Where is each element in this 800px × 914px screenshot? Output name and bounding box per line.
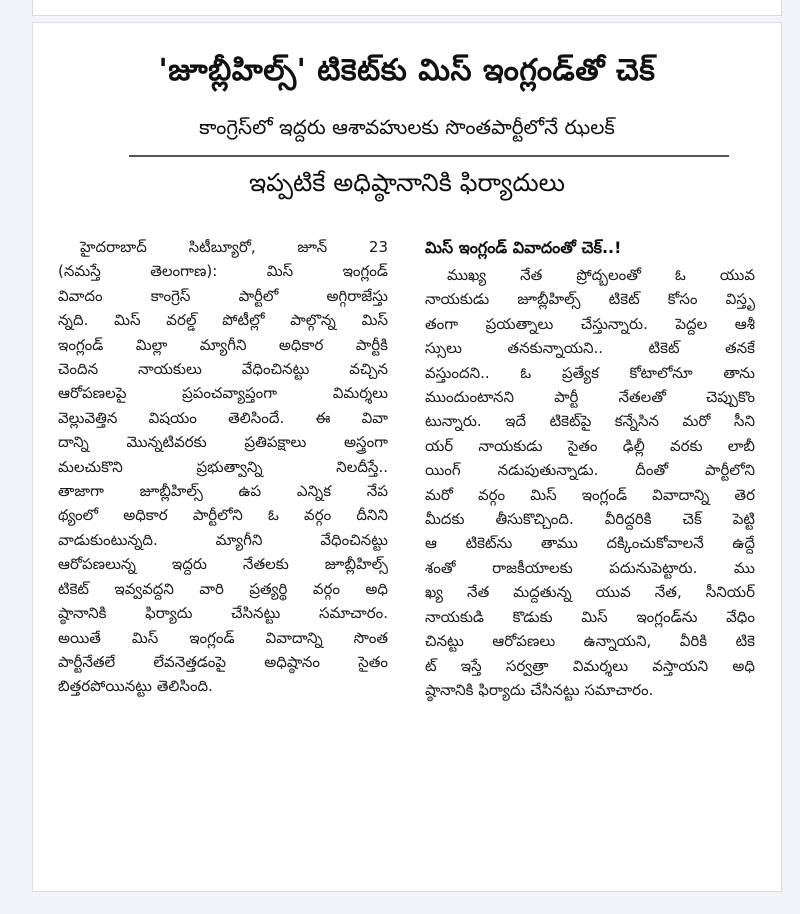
text-line: చినట్టు ఆరోపణలు ఉన్నాయని, వీరికి టికె: [425, 632, 755, 651]
text-line: టికెట్ ఇవ్వవద్దని వారి ప్రత్యర్థి వర్గం అధి: [58, 579, 388, 598]
text-line: యర్ నాయకుడు సైతం ఢిల్లీ వరకు లాబీ: [425, 436, 755, 455]
right-column-heading: మిస్ ఇంగ్లండ్ వివాదంతో చెక్..!: [425, 238, 622, 257]
left-column: [58, 235, 388, 699]
text-line: ఖ్య నేత మద్దతున్న యువ నేత, సీనియర్: [425, 583, 755, 602]
subheadline: కాంగ్రెస్‌లో ఇద్దరు ఆశావహులకు సొంతపార్టీలోనే ఝలక్: [199, 115, 615, 139]
right-column-body: [425, 263, 755, 702]
text-line: థ్యంలో అధికార పార్టీలోని ఓ వర్గం దీనిని: [58, 506, 388, 525]
text-line: మరో వర్గం మిస్ ఇంగ్లండ్ వివాదాన్ని తెర: [425, 485, 755, 504]
text-line: మీదకు తీసుకొచ్చింది. వీరిద్దరికి చెక్ పెట్టి: [425, 510, 755, 529]
text-line: నాయకుడు జూబ్లీహిల్స్ టికెట్ కోసం విస్తృ: [425, 290, 755, 309]
text-line: టున్నారు. ఇదే టికెట్‌పై కన్నేసిన మరో సీని: [425, 412, 755, 431]
text-line: ఆరోపణలున్న ఇద్దరు నేతలకు జూబ్లీహిల్స్: [58, 555, 388, 574]
text-line: ఆరోపణలపై ప్రపంచవ్యాప్తంగా విమర్శలు: [58, 384, 388, 403]
text-line: వాడుకుంటున్నది. మ్యాగీని వేధించినట్టు: [58, 530, 388, 549]
text-line: ష్ఠానానికి ఫిర్యాదు చేసినట్టు సమాచారం.: [425, 680, 654, 699]
divider: [129, 155, 729, 157]
kicker: ఇప్పటికే అధిష్ఠానానికి ఫిర్యాదులు: [248, 168, 566, 197]
text-line: అయితే మిస్ ఇంగ్లండ్ వివాదాన్ని సొంత: [58, 628, 388, 647]
text-line: ముందుంటానని పార్టీ నేతలతో చెప్పుకొం: [425, 388, 755, 407]
text-line: మలచుకొని ప్రభుత్వాన్ని నిలదీస్తే..: [58, 457, 388, 476]
text-line: ష్ఠానానికి ఫిర్యాదు చేసినట్టు సమాచారం.: [58, 604, 388, 623]
text-line: పార్టీనేతలే లేవనెత్తడంపై అధిష్ఠానం సైతం: [58, 652, 388, 671]
text-line: శంతో రాజకీయాలకు పదునుపెట్టారు. ము: [425, 558, 755, 577]
text-line: ఆ టికెట్‌ను తాము దక్కించుకోవాలనే ఉద్దే: [425, 534, 755, 553]
text-line: యింగ్ నడుపుతున్నాడు. దీంతో పార్టీలోని: [425, 461, 755, 480]
text-line: నాయకుడి కొడుకు మిస్ ఇంగ్లండ్‌ను వేధిం: [425, 607, 755, 626]
text-line: ముఖ్య నేత ప్రోద్బలంతో ఓ యువ: [447, 266, 755, 284]
text-line: దాన్ని మొన్నటివరకు ప్రతిపక్షాలు అస్త్రంగా: [58, 433, 388, 452]
right-column: [425, 235, 755, 702]
text-line: వివాదం కాంగ్రెస్ పార్టీలో అగ్గిరాజేస్తు: [58, 286, 388, 305]
text-line: న్నది. మిస్ వరల్డ్ పోటీల్లో పాల్గొన్న మిస్: [58, 311, 388, 330]
text-line: హైదరాబాద్ సిటీబ్యూరో, జూన్ 23: [80, 238, 388, 256]
text-line: వెల్లువెత్తిన విషయం తెలిసిందే. ఈ వివా: [58, 408, 388, 427]
previous-card-edge: [32, 0, 782, 16]
news-article: [32, 22, 782, 892]
headline: 'జూబ్లీహిల్స్' టికెట్‌కు మిస్ ఇంగ్లండ్‌తో చెక్: [158, 53, 656, 88]
text-line: తంగా ప్రయత్నాలు చేస్తున్నారు. పెద్దల ఆశీ: [425, 314, 755, 333]
text-line: (నమస్తే తెలంగాణ): మిస్ ఇంగ్లండ్: [58, 262, 388, 281]
text-line: తాజాగా జూబ్లీహిల్స్ ఉప ఎన్నిక నేప: [58, 482, 388, 501]
text-line: స్సులు తనకున్నాయని.. టికెట్ తనకే: [425, 339, 755, 358]
text-line: చెందిన నాయకులు వేధించినట్టు వచ్చిన: [58, 360, 388, 379]
text-line: ట్ ఇస్తే సర్వత్రా విమర్శలు వస్తాయని అధి: [425, 656, 755, 675]
text-line: బిత్తరపోయినట్టు తెలిసింది.: [58, 677, 213, 696]
top-strip: [0, 0, 800, 22]
text-line: వస్తుందని.. ఓ ప్రత్యేక కోటాలోనూ తాను: [425, 363, 755, 382]
text-line: ఇంగ్లండ్ మిల్లా మ్యాగీని అధికార పార్టీకి: [58, 335, 388, 354]
